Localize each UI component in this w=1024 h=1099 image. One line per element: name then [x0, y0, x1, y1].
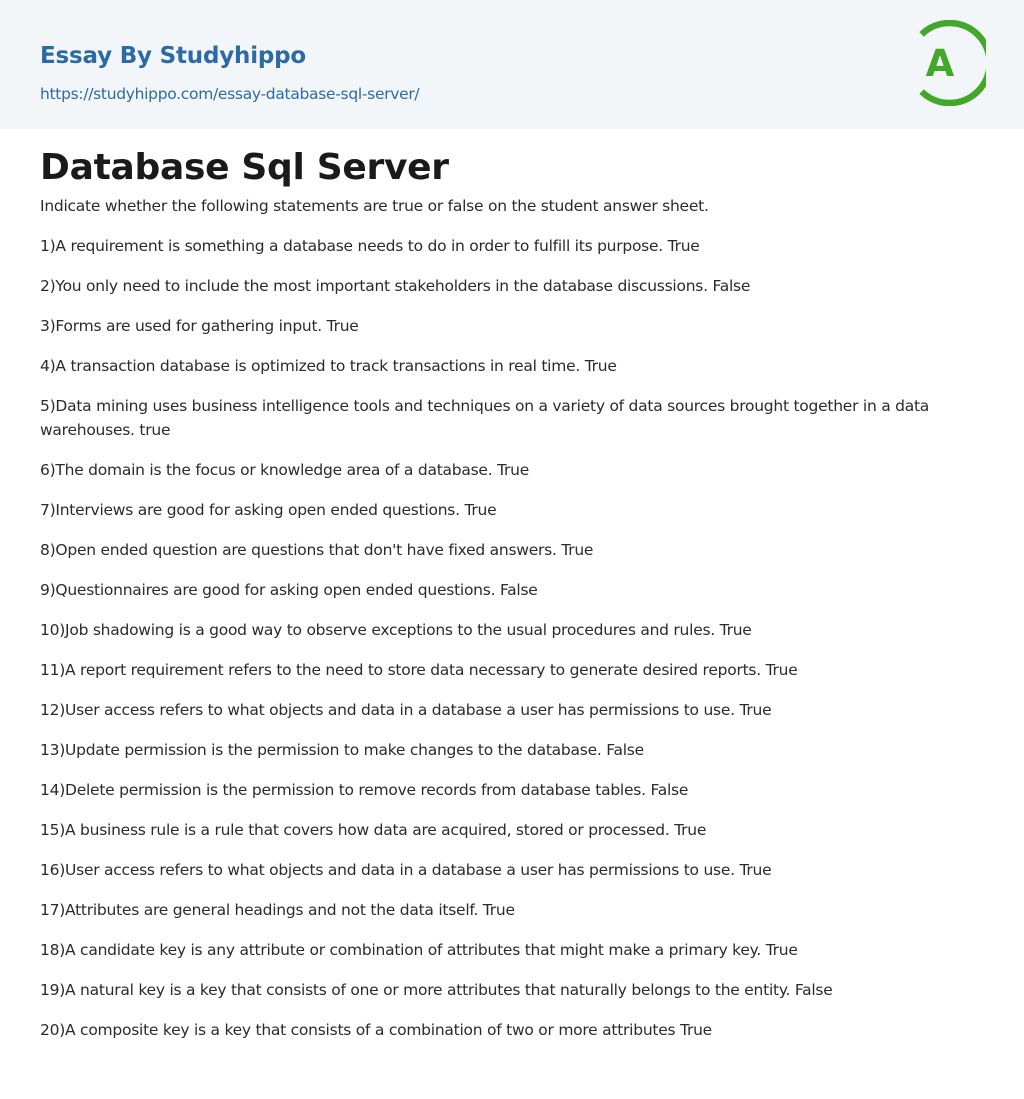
statement-item: 10)Job shadowing is a good way to observe exceptions to the usual procedures and rules. True [40, 621, 752, 639]
essay-intro: Indicate whether the following statements are true or false on the student answer sheet. [40, 197, 709, 215]
statement-item: 18)A candidate key is any attribute or combination of attributes that might make a primary key. True [40, 941, 798, 959]
statement-item: 16)User access refers to what objects and data in a database a user has permissions to use. True [40, 861, 772, 879]
statement-list [40, 234, 984, 1042]
statement-item: 7)Interviews are good for asking open ended questions. True [40, 501, 497, 519]
statement-item: 17)Attributes are general headings and not the data itself. True [40, 901, 515, 919]
statement-item: 4)A transaction database is optimized to track transactions in real time. True [40, 357, 617, 375]
statement-item: 9)Questionnaires are good for asking open ended questions. False [40, 581, 538, 599]
page-title: Database Sql Server [40, 147, 449, 188]
statement-item: 8)Open ended question are questions that don't have fixed answers. True [40, 541, 594, 559]
statement-item: 3)Forms are used for gathering input. True [40, 317, 359, 335]
source-url-link[interactable]: https://studyhippo.com/essay-database-sql-server/ [40, 85, 420, 103]
statement-item: 11)A report requirement refers to the need to store data necessary to generate desired reports. True [40, 661, 798, 679]
brand-title[interactable]: Essay By Studyhippo [40, 43, 307, 69]
statement-item: 19)A natural key is a key that consists of one or more attributes that naturally belongs to the entity. False [40, 981, 833, 999]
logo-letter: A [925, 42, 955, 85]
statement-item: 14)Delete permission is the permission to remove records from database tables. False [40, 781, 689, 799]
site-header [0, 0, 1024, 129]
statement-item: 15)A business rule is a rule that covers how data are acquired, stored or processed. True [40, 821, 707, 839]
essay-content [40, 129, 984, 1042]
statement-item: 6)The domain is the focus or knowledge area of a database. True [40, 461, 529, 479]
statement-item: 12)User access refers to what objects and data in a database a user has permissions to use. True [40, 701, 772, 719]
studyhippo-logo-icon[interactable] [912, 20, 986, 106]
statement-item: 13)Update permission is the permission to make changes to the database. False [40, 741, 644, 759]
statement-item: 2)You only need to include the most important stakeholders in the database discussions. False [40, 277, 751, 295]
statement-item: 20)A composite key is a key that consists of a combination of two or more attributes True [40, 1021, 712, 1039]
statement-item: 1)A requirement is something a database needs to do in order to fulfill its purpose. True [40, 237, 700, 255]
statement-item: 5)Data mining uses business intelligence tools and techniques on a variety of data sources brought together in a data warehouses. true [40, 397, 930, 439]
